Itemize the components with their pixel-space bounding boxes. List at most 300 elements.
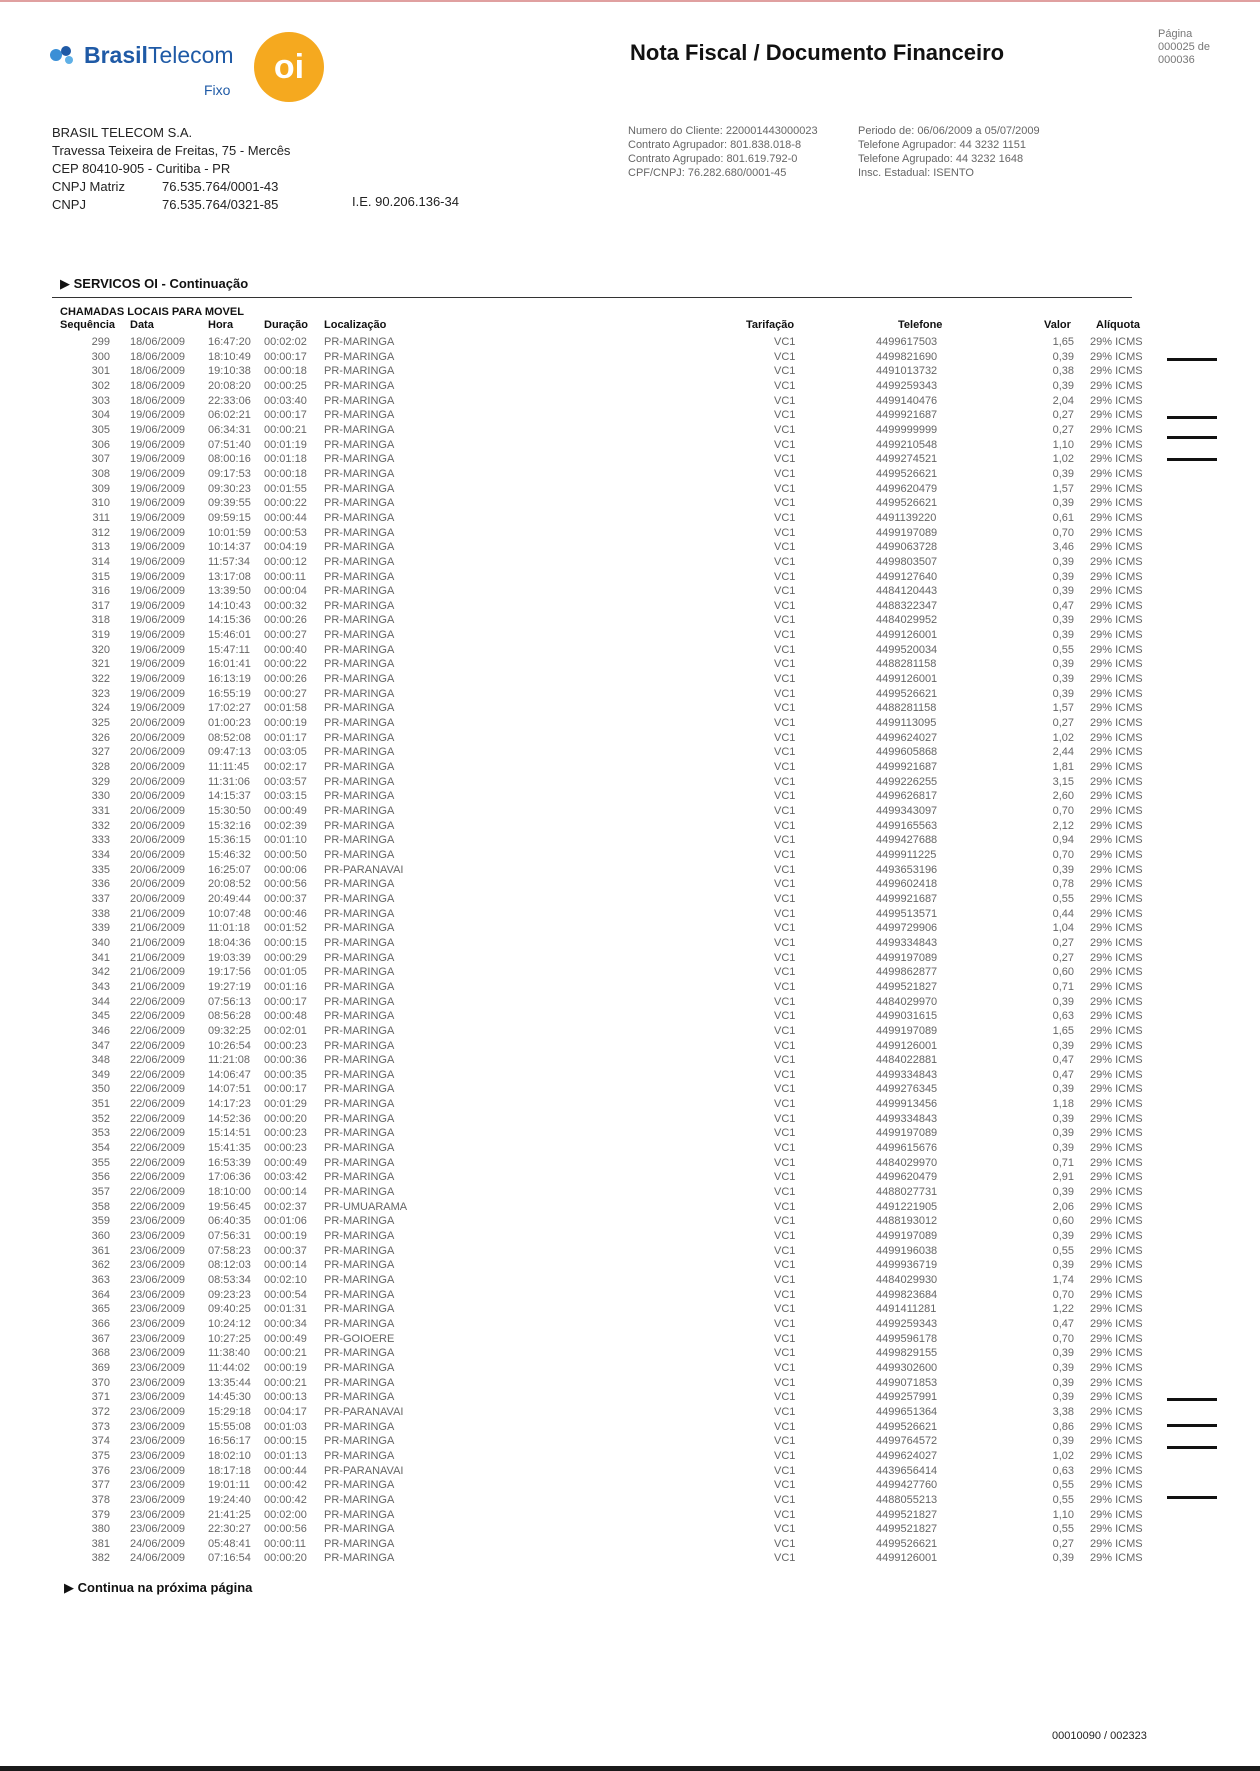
cell-seq: 373 — [91, 1420, 110, 1433]
cell-data: 19/06/2009 — [130, 599, 186, 612]
cell-hora: 07:56:13 — [208, 995, 251, 1008]
cell-valor: 1,18 — [1052, 1098, 1074, 1111]
cell-aliquota: 29% ICMS — [1090, 394, 1143, 407]
cell-aliquota: 29% ICMS — [1090, 1230, 1143, 1243]
cell-data: 19/06/2009 — [130, 511, 186, 524]
cell-hora: 10:01:59 — [208, 526, 251, 539]
cell-data: 23/06/2009 — [130, 1215, 186, 1228]
cell-telefone: 4488281158 — [876, 702, 937, 715]
cell-telefone: 4484029970 — [876, 995, 938, 1008]
cell-data: 23/06/2009 — [130, 1244, 186, 1257]
table-row — [0, 701, 1260, 716]
cell-valor: 0,27 — [1052, 951, 1074, 964]
cell-tarifacao: VC1 — [774, 1361, 796, 1374]
scan-mark — [1167, 1398, 1217, 1401]
cell-seq: 348 — [91, 1054, 110, 1067]
col-header-valor: Valor — [1044, 319, 1071, 331]
cell-duracao: 00:01:03 — [264, 1420, 307, 1433]
col-header-seq: Sequência — [60, 319, 116, 331]
cell-tarifacao: VC1 — [774, 336, 796, 348]
cell-localizacao: PR-MARINGA — [324, 687, 395, 700]
cell-valor: 0,70 — [1052, 526, 1074, 539]
cell-duracao: 00:00:25 — [264, 379, 307, 392]
cell-tarifacao: VC1 — [774, 365, 796, 378]
cell-seq: 299 — [91, 336, 110, 348]
cell-seq: 354 — [91, 1142, 110, 1155]
cell-aliquota: 29% ICMS — [1090, 511, 1143, 524]
cell-valor: 2,04 — [1052, 394, 1074, 407]
cell-seq: 324 — [91, 702, 110, 715]
cell-telefone: 4499651364 — [876, 1405, 938, 1418]
cell-seq: 380 — [91, 1523, 110, 1536]
cell-duracao: 00:00:35 — [264, 1068, 307, 1081]
cell-tarifacao: VC1 — [774, 936, 796, 949]
cell-tarifacao: VC1 — [774, 1288, 796, 1301]
cell-duracao: 00:00:12 — [264, 555, 307, 568]
cell-seq: 307 — [91, 453, 110, 466]
table-row — [0, 1302, 1260, 1317]
cell-hora: 06:02:21 — [208, 409, 251, 422]
cell-seq: 310 — [91, 497, 110, 510]
cell-localizacao: PR-MARINGA — [324, 892, 395, 905]
cell-seq: 335 — [91, 863, 110, 876]
cell-valor: 0,39 — [1052, 658, 1074, 671]
cell-tarifacao: VC1 — [774, 907, 796, 920]
cell-valor: 0,39 — [1052, 1435, 1074, 1448]
col-header-localizacao: Localização — [324, 319, 387, 331]
cell-data: 22/06/2009 — [130, 1098, 186, 1111]
telefone-agrupado: Telefone Agrupado: 44 3232 1648 — [858, 153, 1024, 165]
cell-hora: 11:38:40 — [208, 1347, 251, 1360]
cell-aliquota: 29% ICMS — [1090, 995, 1143, 1008]
cell-tarifacao: VC1 — [774, 922, 796, 935]
cell-duracao: 00:00:14 — [264, 1186, 307, 1199]
table-row — [0, 804, 1260, 819]
cell-telefone: 4499862877 — [876, 966, 938, 979]
cell-localizacao: PR-MARINGA — [324, 1142, 395, 1155]
cell-localizacao: PR-MARINGA — [324, 731, 395, 744]
cell-aliquota: 29% ICMS — [1090, 1508, 1143, 1521]
table-row — [0, 1009, 1260, 1024]
cell-data: 22/06/2009 — [130, 1186, 186, 1199]
cell-localizacao: PR-MARINGA — [324, 1376, 395, 1389]
cell-valor: 0,38 — [1052, 365, 1074, 378]
table-row — [0, 1097, 1260, 1112]
cell-seq: 326 — [91, 731, 110, 744]
cell-duracao: 00:00:26 — [264, 614, 307, 627]
cell-valor: 0,71 — [1052, 980, 1074, 993]
cell-hora: 11:57:34 — [208, 555, 251, 568]
cell-data: 20/06/2009 — [130, 863, 186, 876]
cell-seq: 327 — [91, 746, 110, 759]
cell-hora: 20:49:44 — [208, 892, 251, 905]
cell-telefone: 4499063728 — [876, 541, 938, 554]
cell-data: 19/06/2009 — [130, 453, 186, 466]
cell-aliquota: 29% ICMS — [1090, 453, 1143, 466]
page-label: Página — [1158, 28, 1193, 40]
cell-data: 19/06/2009 — [130, 658, 186, 671]
cell-aliquota: 29% ICMS — [1090, 1552, 1143, 1565]
cell-hora: 11:44:02 — [208, 1361, 251, 1374]
cell-seq: 339 — [91, 922, 110, 935]
cell-data: 22/06/2009 — [130, 1171, 186, 1184]
cell-tarifacao: VC1 — [774, 1317, 796, 1330]
cell-hora: 11:31:06 — [208, 775, 251, 788]
cell-data: 22/06/2009 — [130, 1068, 186, 1081]
cell-valor: 1,57 — [1052, 482, 1074, 495]
cell-data: 22/06/2009 — [130, 1039, 186, 1052]
cell-duracao: 00:00:22 — [264, 497, 307, 510]
cell-tarifacao: VC1 — [774, 761, 796, 774]
cell-tarifacao: VC1 — [774, 1127, 796, 1140]
cell-seq: 304 — [91, 409, 110, 422]
cell-data: 23/06/2009 — [130, 1523, 186, 1536]
oi-logo: oi — [254, 32, 324, 102]
cell-aliquota: 29% ICMS — [1090, 599, 1143, 612]
cell-hora: 10:24:12 — [208, 1317, 251, 1330]
cell-duracao: 00:00:49 — [264, 1156, 307, 1169]
cnpj-matriz-value: 76.535.764/0001-43 — [162, 179, 279, 194]
table-row — [0, 687, 1260, 702]
cell-tarifacao: VC1 — [774, 1156, 796, 1169]
cell-aliquota: 29% ICMS — [1090, 790, 1143, 803]
cell-telefone: 4499140476 — [876, 394, 938, 407]
cell-valor: 0,47 — [1052, 599, 1074, 612]
cell-seq: 331 — [91, 805, 110, 817]
cell-seq: 316 — [91, 585, 110, 598]
cell-hora: 19:24:40 — [208, 1493, 251, 1506]
cell-localizacao: PR-MARINGA — [324, 1112, 395, 1125]
cell-valor: 0,70 — [1052, 805, 1074, 817]
cell-duracao: 00:00:46 — [264, 907, 307, 920]
table-row — [0, 1332, 1260, 1347]
table-row — [0, 467, 1260, 482]
cell-localizacao: PR-MARINGA — [324, 394, 395, 407]
cell-localizacao: PR-MARINGA — [324, 482, 395, 495]
scan-mark — [1167, 458, 1217, 461]
cell-seq: 309 — [91, 482, 110, 495]
cell-seq: 351 — [91, 1098, 110, 1111]
cell-localizacao: PR-MARINGA — [324, 1361, 395, 1374]
cell-tarifacao: VC1 — [774, 805, 796, 817]
cell-duracao: 00:01:58 — [264, 702, 307, 715]
cell-telefone: 4499520034 — [876, 643, 938, 656]
cell-tarifacao: VC1 — [774, 1142, 796, 1155]
cell-data: 20/06/2009 — [130, 834, 186, 847]
cell-valor: 1,10 — [1052, 1508, 1074, 1521]
cell-duracao: 00:00:13 — [264, 1391, 307, 1404]
table-row — [0, 1068, 1260, 1083]
cell-duracao: 00:00:44 — [264, 511, 307, 524]
cell-data: 18/06/2009 — [130, 394, 186, 407]
cell-localizacao: PR-MARINGA — [324, 1435, 395, 1448]
cell-valor: 3,38 — [1052, 1405, 1074, 1418]
cell-duracao: 00:00:37 — [264, 1244, 307, 1257]
cell-localizacao: PR-MARINGA — [324, 336, 395, 348]
cell-localizacao: PR-MARINGA — [324, 1449, 395, 1462]
cell-telefone: 4499829155 — [876, 1347, 938, 1360]
cell-hora: 15:46:01 — [208, 629, 251, 642]
cell-hora: 19:56:45 — [208, 1200, 251, 1213]
cell-tarifacao: VC1 — [774, 980, 796, 993]
cell-duracao: 00:00:27 — [264, 629, 307, 642]
cell-duracao: 00:00:21 — [264, 423, 307, 436]
cell-localizacao: PR-MARINGA — [324, 453, 395, 466]
cell-aliquota: 29% ICMS — [1090, 336, 1143, 348]
cell-localizacao: PR-MARINGA — [324, 1186, 395, 1199]
cell-duracao: 00:00:11 — [264, 1537, 307, 1550]
cell-tarifacao: VC1 — [774, 1405, 796, 1418]
cell-data: 19/06/2009 — [130, 497, 186, 510]
cell-localizacao: PR-MARINGA — [324, 848, 395, 861]
cell-valor: 0,39 — [1052, 687, 1074, 700]
cell-telefone: 4484120443 — [876, 585, 938, 598]
cell-aliquota: 29% ICMS — [1090, 1361, 1143, 1374]
cell-localizacao: PR-MARINGA — [324, 790, 395, 803]
company-cep: CEP 80410-905 - Curitiba - PR — [52, 161, 231, 176]
cell-localizacao: PR-MARINGA — [324, 1508, 395, 1521]
cell-seq: 372 — [91, 1405, 110, 1418]
cnpj-matriz-line — [52, 178, 290, 196]
cell-aliquota: 29% ICMS — [1090, 1464, 1143, 1477]
cell-telefone: 4499226255 — [876, 775, 938, 788]
table-row — [0, 643, 1260, 658]
cell-localizacao: PR-MARINGA — [324, 966, 395, 979]
cell-hora: 11:01:18 — [208, 922, 251, 935]
cell-data: 20/06/2009 — [130, 775, 186, 788]
cell-aliquota: 29% ICMS — [1090, 1024, 1143, 1037]
cell-telefone: 4499257991 — [876, 1391, 938, 1404]
cell-seq: 358 — [91, 1200, 110, 1213]
cell-hora: 16:56:17 — [208, 1435, 251, 1448]
cell-seq: 336 — [91, 878, 110, 891]
cell-valor: 0,39 — [1052, 673, 1074, 686]
cell-localizacao: PR-MARINGA — [324, 585, 395, 598]
cell-telefone: 4499821690 — [876, 350, 938, 363]
cell-hora: 14:10:43 — [208, 599, 251, 612]
cell-data: 23/06/2009 — [130, 1361, 186, 1374]
cell-hora: 20:08:20 — [208, 379, 251, 392]
cell-aliquota: 29% ICMS — [1090, 907, 1143, 920]
table-row — [0, 1346, 1260, 1361]
cell-hora: 01:00:23 — [208, 717, 251, 730]
cell-duracao: 00:00:19 — [264, 1230, 307, 1243]
footer-code: 00010090 / 002323 — [1052, 1730, 1147, 1742]
cell-aliquota: 29% ICMS — [1090, 1010, 1143, 1023]
cell-tarifacao: VC1 — [774, 673, 796, 686]
cell-valor: 0,70 — [1052, 1332, 1074, 1345]
cell-seq: 346 — [91, 1024, 110, 1037]
cell-duracao: 00:00:54 — [264, 1288, 307, 1301]
cell-seq: 360 — [91, 1230, 110, 1243]
table-row — [0, 1200, 1260, 1215]
cell-duracao: 00:00:15 — [264, 936, 307, 949]
table-row — [0, 423, 1260, 438]
cell-tarifacao: VC1 — [774, 541, 796, 554]
cell-data: 19/06/2009 — [130, 570, 186, 583]
cell-hora: 22:30:27 — [208, 1523, 251, 1536]
cell-telefone: 4488322347 — [876, 599, 938, 612]
cell-hora: 09:59:15 — [208, 511, 251, 524]
cell-duracao: 00:03:57 — [264, 775, 307, 788]
cell-tarifacao: VC1 — [774, 1420, 796, 1433]
cell-duracao: 00:01:17 — [264, 731, 307, 744]
cell-duracao: 00:00:23 — [264, 1142, 307, 1155]
cell-aliquota: 29% ICMS — [1090, 922, 1143, 935]
col-header-data: Data — [130, 319, 154, 331]
cell-data: 22/06/2009 — [130, 1054, 186, 1067]
cell-telefone: 4499921687 — [876, 892, 938, 905]
cell-tarifacao: VC1 — [774, 1244, 796, 1257]
cell-data: 23/06/2009 — [130, 1493, 186, 1506]
table-row — [0, 921, 1260, 936]
table-row — [0, 789, 1260, 804]
cell-seq: 365 — [91, 1303, 110, 1316]
cell-localizacao: PR-MARINGA — [324, 995, 395, 1008]
cell-aliquota: 29% ICMS — [1090, 1449, 1143, 1462]
cell-data: 19/06/2009 — [130, 585, 186, 598]
cell-valor: 1,65 — [1052, 336, 1074, 348]
cell-localizacao: PR-MARINGA — [324, 1098, 395, 1111]
cell-aliquota: 29% ICMS — [1090, 541, 1143, 554]
cell-localizacao: PR-MARINGA — [324, 775, 395, 788]
table-row — [0, 1288, 1260, 1303]
cell-valor: 0,39 — [1052, 1142, 1074, 1155]
cell-tarifacao: VC1 — [774, 1186, 796, 1199]
cell-hora: 16:13:19 — [208, 673, 251, 686]
cell-hora: 10:27:25 — [208, 1332, 251, 1345]
cell-localizacao: PR-MARINGA — [324, 1537, 395, 1550]
cell-duracao: 00:01:10 — [264, 834, 307, 847]
table-row — [0, 1214, 1260, 1229]
cell-seq: 344 — [91, 995, 110, 1008]
cell-seq: 328 — [91, 761, 110, 774]
cell-tarifacao: VC1 — [774, 995, 796, 1008]
cell-aliquota: 29% ICMS — [1090, 643, 1143, 656]
cell-valor: 0,27 — [1052, 717, 1074, 730]
cell-duracao: 00:00:21 — [264, 1347, 307, 1360]
cell-duracao: 00:04:19 — [264, 541, 307, 554]
cell-seq: 364 — [91, 1288, 110, 1301]
cell-tarifacao: VC1 — [774, 643, 796, 656]
cell-data: 21/06/2009 — [130, 922, 186, 935]
cell-tarifacao: VC1 — [774, 1332, 796, 1345]
cell-localizacao: PR-PARANAVAI — [324, 863, 404, 876]
cell-aliquota: 29% ICMS — [1090, 585, 1143, 598]
cell-tarifacao: VC1 — [774, 1215, 796, 1228]
cell-valor: 0,70 — [1052, 848, 1074, 861]
company-address: Travessa Teixeira de Freitas, 75 - Mercês — [52, 143, 291, 158]
cell-seq: 341 — [91, 951, 110, 964]
cell-data: 19/06/2009 — [130, 423, 186, 436]
cell-telefone: 4488193012 — [876, 1215, 938, 1228]
cell-hora: 13:39:50 — [208, 585, 251, 598]
cell-duracao: 00:01:19 — [264, 438, 307, 451]
cell-data: 22/06/2009 — [130, 1200, 186, 1213]
cell-data: 22/06/2009 — [130, 1024, 186, 1037]
cell-data: 19/06/2009 — [130, 687, 186, 700]
table-row — [0, 848, 1260, 863]
cell-hora: 18:02:10 — [208, 1449, 251, 1462]
cell-aliquota: 29% ICMS — [1090, 1493, 1143, 1506]
cell-tarifacao: VC1 — [774, 878, 796, 891]
cell-valor: 0,39 — [1052, 629, 1074, 642]
cell-duracao: 00:00:53 — [264, 526, 307, 539]
cell-data: 19/06/2009 — [130, 702, 186, 715]
cell-seq: 370 — [91, 1376, 110, 1389]
continue-note — [64, 1580, 252, 1596]
cell-valor: 0,70 — [1052, 1288, 1074, 1301]
cell-telefone: 4499615676 — [876, 1142, 938, 1155]
cell-duracao: 00:00:17 — [264, 1083, 307, 1096]
cell-telefone: 4499911225 — [876, 848, 937, 861]
cell-hora: 17:06:36 — [208, 1171, 251, 1184]
cell-duracao: 00:02:10 — [264, 1274, 307, 1286]
brasil-telecom-mark-icon — [48, 44, 78, 66]
cell-telefone: 4499197089 — [876, 1127, 938, 1140]
table-row — [0, 496, 1260, 511]
cell-duracao: 00:00:34 — [264, 1317, 307, 1330]
cell-telefone: 4439656414 — [876, 1464, 938, 1477]
cell-aliquota: 29% ICMS — [1090, 1127, 1143, 1140]
cell-data: 23/06/2009 — [130, 1508, 186, 1521]
cell-telefone: 4499197089 — [876, 1024, 938, 1037]
cell-telefone: 4499334843 — [876, 936, 938, 949]
cell-duracao: 00:03:05 — [264, 746, 307, 759]
col-header-tarifacao: Tarifação — [746, 319, 795, 331]
cell-localizacao: PR-MARINGA — [324, 1244, 395, 1257]
table-row — [0, 408, 1260, 423]
cell-tarifacao: VC1 — [774, 1083, 796, 1096]
cell-hora: 15:46:32 — [208, 848, 251, 861]
cell-data: 22/06/2009 — [130, 1156, 186, 1169]
page-current: 000025 de — [1158, 41, 1210, 53]
cell-aliquota: 29% ICMS — [1090, 1479, 1143, 1492]
cell-telefone: 4491139220 — [876, 511, 937, 524]
cell-hora: 14:52:36 — [208, 1112, 251, 1125]
table-row — [0, 1537, 1260, 1552]
cell-tarifacao: VC1 — [774, 379, 796, 392]
cell-duracao: 00:00:40 — [264, 643, 307, 656]
cell-aliquota: 29% ICMS — [1090, 1171, 1143, 1184]
table-row — [0, 350, 1260, 365]
table-row — [0, 1464, 1260, 1479]
cell-seq: 300 — [91, 350, 110, 363]
table-row — [0, 716, 1260, 731]
cell-telefone: 4499259343 — [876, 1317, 938, 1330]
cell-aliquota: 29% ICMS — [1090, 1039, 1143, 1052]
cell-data: 23/06/2009 — [130, 1259, 186, 1272]
cell-telefone: 4499197089 — [876, 1230, 938, 1243]
cell-data: 24/06/2009 — [130, 1537, 186, 1550]
table-row — [0, 452, 1260, 467]
cell-tarifacao: VC1 — [774, 1068, 796, 1081]
table-row — [0, 1522, 1260, 1537]
cell-seq: 355 — [91, 1156, 110, 1169]
cell-valor: 1,22 — [1052, 1303, 1074, 1316]
cell-telefone: 4499031615 — [876, 1010, 938, 1023]
cell-valor: 0,63 — [1052, 1464, 1074, 1477]
telefone-agrupador: Telefone Agrupador: 44 3232 1151 — [858, 139, 1026, 151]
cell-tarifacao: VC1 — [774, 1552, 796, 1565]
cell-telefone: 4499259343 — [876, 379, 938, 392]
cell-valor: 0,44 — [1052, 907, 1074, 920]
cell-tarifacao: VC1 — [774, 1024, 796, 1037]
cell-telefone: 4499274521 — [876, 453, 938, 466]
cell-data: 18/06/2009 — [130, 379, 186, 392]
cell-seq: 368 — [91, 1347, 110, 1360]
cell-tarifacao: VC1 — [774, 511, 796, 524]
